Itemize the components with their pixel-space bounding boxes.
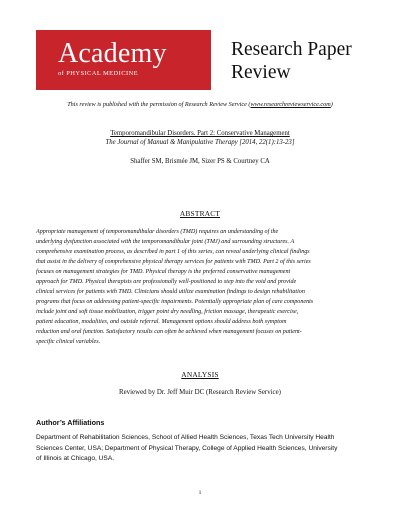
abstract-line: underlying dysfunction associated with the temporomandibular joint (TMJ) and surrounding structures. A — [36, 239, 295, 245]
logo-wordmark: Academy — [58, 38, 167, 69]
affiliation-line: Department of Rehabilitation Sciences, School of Allied Health Sciences, Texas Tech University Health — [36, 434, 335, 441]
abstract-line: include joint and soft tissue mobilization, trigger point dry needling, friction massage, therapeutic exercise, — [36, 309, 299, 315]
permission-prefix: This review is published with the permission of Research Review Service ( — [67, 101, 251, 108]
title-line-2: Review — [231, 62, 291, 83]
analysis-heading: ANALYSIS — [181, 370, 219, 379]
affiliation-line: of Illinois at Chicago, USA. — [36, 455, 115, 463]
affiliations-heading: Author’s Affiliations — [36, 418, 105, 427]
abstract-line: Appropriate management of temporomandibular disorders (TMD) requires an understanding of the — [36, 229, 279, 235]
review-service-link[interactable]: www.researchreviewservice.com — [250, 101, 331, 108]
abstract-line: programs that focus on addressing patient-specific impairments. Potentially appropriate plan of care components — [36, 299, 314, 305]
page-number: 1 — [198, 490, 202, 496]
permission-notice — [0, 101, 400, 108]
abstract-heading: ABSTRACT — [179, 209, 221, 218]
affiliation-line: Sciences Center, USA; Department of Physical Therapy, College of Applied Health Sciences, University — [36, 444, 338, 452]
abstract-line: clinical services for patients with TMD. Clinicians should utilize examination findings to design rehabilitation — [36, 289, 305, 295]
abstract-line: reduction and oral function. Satisfactory results can often be achieved when management focuses on patient- — [36, 329, 302, 335]
abstract-line: comprehensive examination process, as described in part 1 of this series, can reveal underlying clinical findings — [36, 249, 310, 255]
affiliations-body — [36, 433, 368, 465]
journal-citation: The Journal of Manual & Manipulative Therapy [2014, 22(1):13-23] — [105, 139, 295, 146]
academy-logo — [36, 30, 211, 90]
permission-suffix: ) — [330, 101, 333, 108]
logo-subtitle: of PHYSICAL MEDICINE — [58, 70, 138, 77]
paper-citation — [0, 129, 400, 147]
abstract-line: patient education, modalities, and outside referral. Management options should address both symptom — [36, 319, 287, 325]
abstract-body — [36, 227, 366, 347]
abstract-line: approach for TMD. Physical therapists are professionally well-positioned to step into the void and provide — [36, 279, 297, 285]
paper-authors: Shaffer SM, Brismée JM, Sizer PS & Courtney CA — [130, 158, 270, 165]
abstract-line: that assist in the delivery of comprehensive physical therapy services for patients with TMD. Part 2 of this series — [36, 259, 311, 265]
abstract-line: specific clinical variables. — [36, 339, 101, 345]
title-line-1: Research Paper — [231, 39, 352, 60]
abstract-line: focuses on management strategies for TMD. Physical therapy is the preferred conservative management — [36, 269, 291, 275]
document-title — [231, 38, 352, 84]
reviewer-credit: Reviewed by Dr. Jeff Muir DC (Research Review Service) — [119, 389, 281, 396]
paper-title: Temporomandibular Disorders. Part 2: Conservative Management — [110, 130, 290, 137]
